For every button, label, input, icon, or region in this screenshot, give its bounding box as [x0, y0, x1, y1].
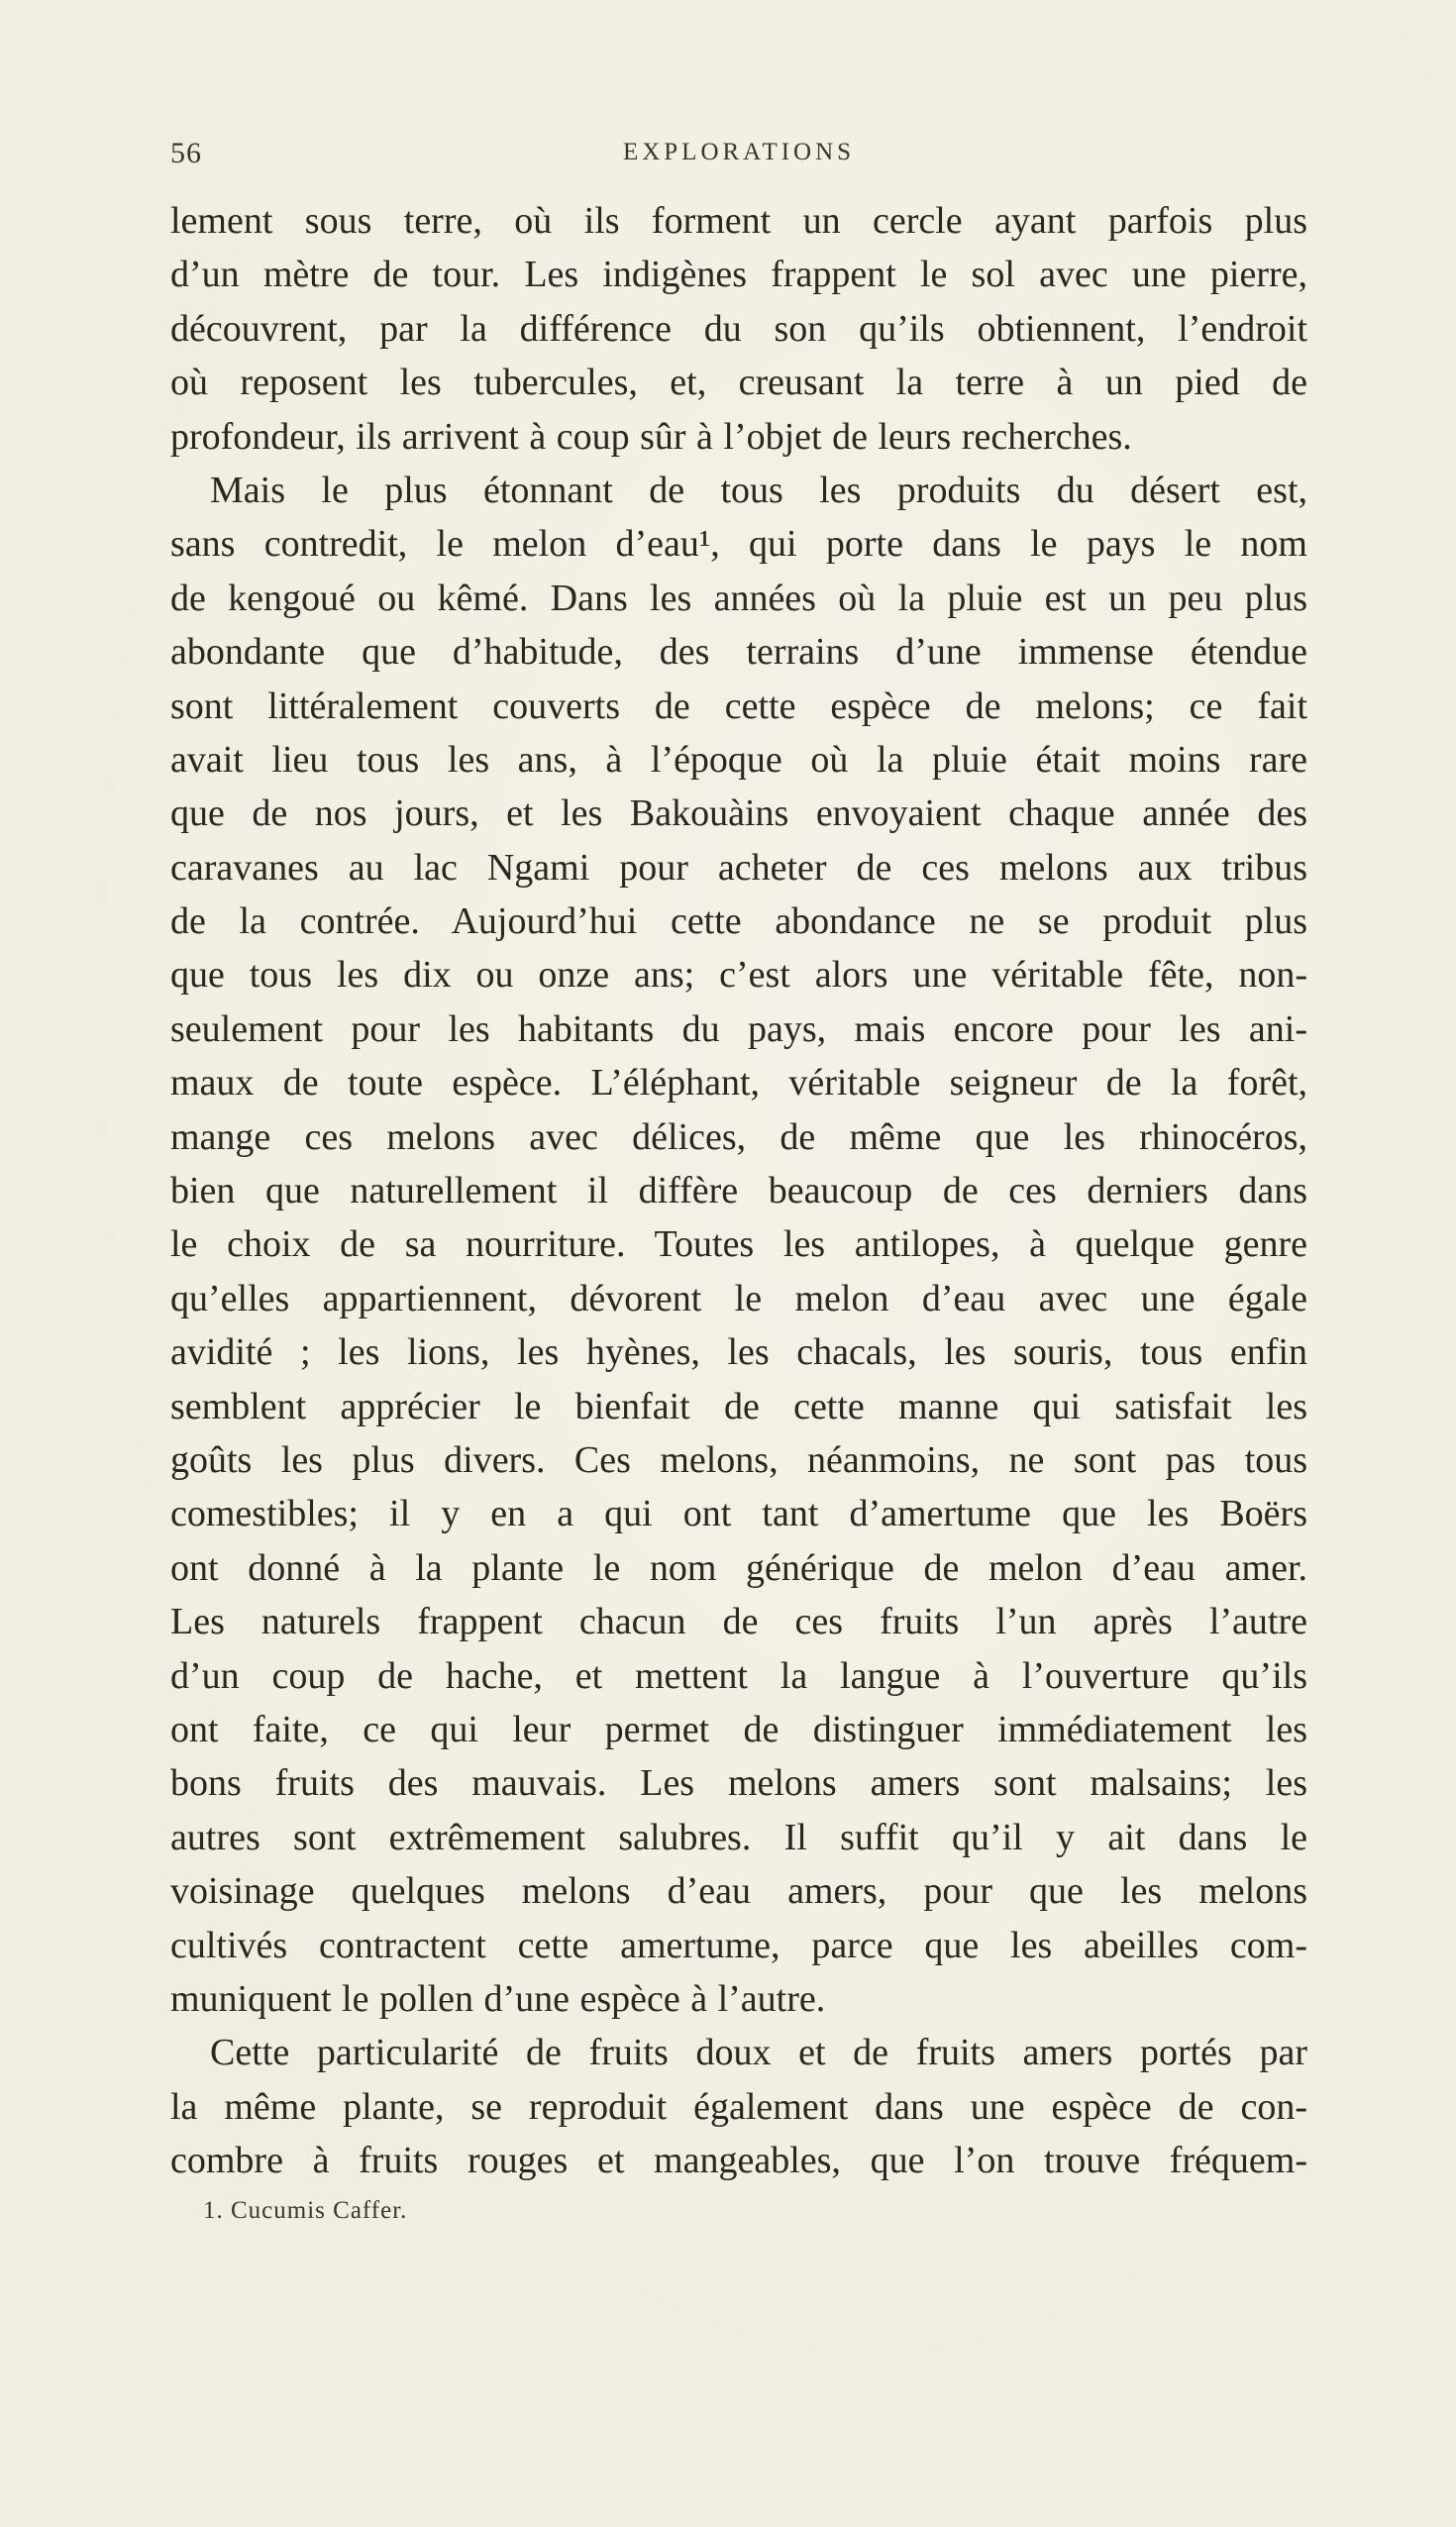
- text-line: profondeur, ils arrivent à coup sûr à l’objet de leurs recherches.: [170, 415, 1132, 458]
- text-line: lement sous terre, où ils forment un cercle ayant parfois plus: [170, 200, 1307, 242]
- text-line: le choix de sa nourriture. Toutes les antilopes, à quelque genre: [170, 1223, 1307, 1266]
- text-line: de kengoué ou kêmé. Dans les années où la pluie est un peu plus: [170, 577, 1307, 619]
- text-line: Les naturels frappent chacun de ces fruits l’un après l’autre: [170, 1601, 1307, 1643]
- text-line: comestibles; il y en a qui ont tant d’amertume que les Boërs: [170, 1493, 1307, 1535]
- text-line: Cette particularité de fruits doux et de fruits amers portés par: [210, 2032, 1307, 2074]
- text-line: avait lieu tous les ans, à l’époque où la pluie était moins rare: [170, 738, 1307, 781]
- text-line: d’un mètre de tour. Les indigènes frappent le sol avec une pierre,: [170, 254, 1307, 296]
- text-line: d’un coup de hache, et mettent la langue à l’ouverture qu’ils: [170, 1654, 1307, 1697]
- text-line: cultivés contractent cette amertume, parce que les abeilles com-: [170, 1924, 1307, 1966]
- text-line: sans contredit, le melon d’eau¹, qui porte dans le pays le nom: [170, 523, 1307, 566]
- text-line: la même plante, se reproduit également dans une espèce de con-: [170, 2085, 1307, 2128]
- text-line: semblent apprécier le bienfait de cette manne qui satisfait les: [170, 1385, 1307, 1427]
- text-line: maux de toute espèce. L’éléphant, véritable seigneur de la forêt,: [170, 1062, 1307, 1105]
- text-line: seulement pour les habitants du pays, mais encore pour les ani-: [170, 1007, 1307, 1050]
- text-line: muniquent le pollen d’une espèce à l’autre.: [170, 1977, 826, 2020]
- text-line: bons fruits des mauvais. Les melons amers sont malsains; les: [170, 1762, 1307, 1805]
- text-line: de la contrée. Aujourd’hui cette abondance ne se produit plus: [170, 900, 1307, 943]
- text-line: abondante que d’habitude, des terrains d’une immense étendue: [170, 631, 1307, 674]
- body-text: [170, 194, 1307, 2187]
- text-line: caravanes au lac Ngami pour acheter de ces melons aux tribus: [170, 846, 1307, 889]
- text-line: bien que naturellement il diffère beaucoup de ces derniers dans: [170, 1170, 1307, 1212]
- text-line: que tous les dix ou onze ans; c’est alors une véritable fête, non-: [170, 954, 1307, 997]
- text-line: découvrent, par la différence du son qu’ils obtiennent, l’endroit: [170, 307, 1307, 350]
- text-line: voisinage quelques melons d’eau amers, pour que les melons: [170, 1870, 1307, 1913]
- text-line: ont faite, ce qui leur permet de distinguer immédiatement les: [170, 1708, 1307, 1750]
- footnote: 1. Cucumis Caffer.: [203, 2197, 408, 2224]
- text-line: goûts les plus divers. Ces melons, néanmoins, ne sont pas tous: [170, 1438, 1307, 1481]
- text-line: que de nos jours, et les Bakouàins envoyaient chaque année des: [170, 792, 1307, 835]
- running-title: EXPLORATIONS: [622, 139, 856, 165]
- running-head: [170, 137, 1307, 176]
- text-line: sont littéralement couverts de cette espèce de melons; ce fait: [170, 684, 1307, 727]
- text-line: mange ces melons avec délices, de même que les rhinocéros,: [170, 1115, 1307, 1158]
- text-line: ont donné à la plante le nom générique de melon d’eau amer.: [170, 1546, 1307, 1589]
- text-line: avidité ; les lions, les hyènes, les chacals, les souris, tous enfin: [170, 1331, 1307, 1374]
- text-line: Mais le plus étonnant de tous les produits du désert est,: [210, 469, 1307, 511]
- text-line: autres sont extrêmement salubres. Il suffit qu’il y ait dans le: [170, 1816, 1307, 1858]
- page-number: 56: [170, 137, 202, 169]
- text-line: combre à fruits rouges et mangeables, que l’on trouve fréquem-: [170, 2140, 1307, 2182]
- text-line: qu’elles appartiennent, dévorent le melon d’eau avec une égale: [170, 1277, 1307, 1319]
- text-line: où reposent les tubercules, et, creusant la terre à un pied de: [170, 362, 1307, 404]
